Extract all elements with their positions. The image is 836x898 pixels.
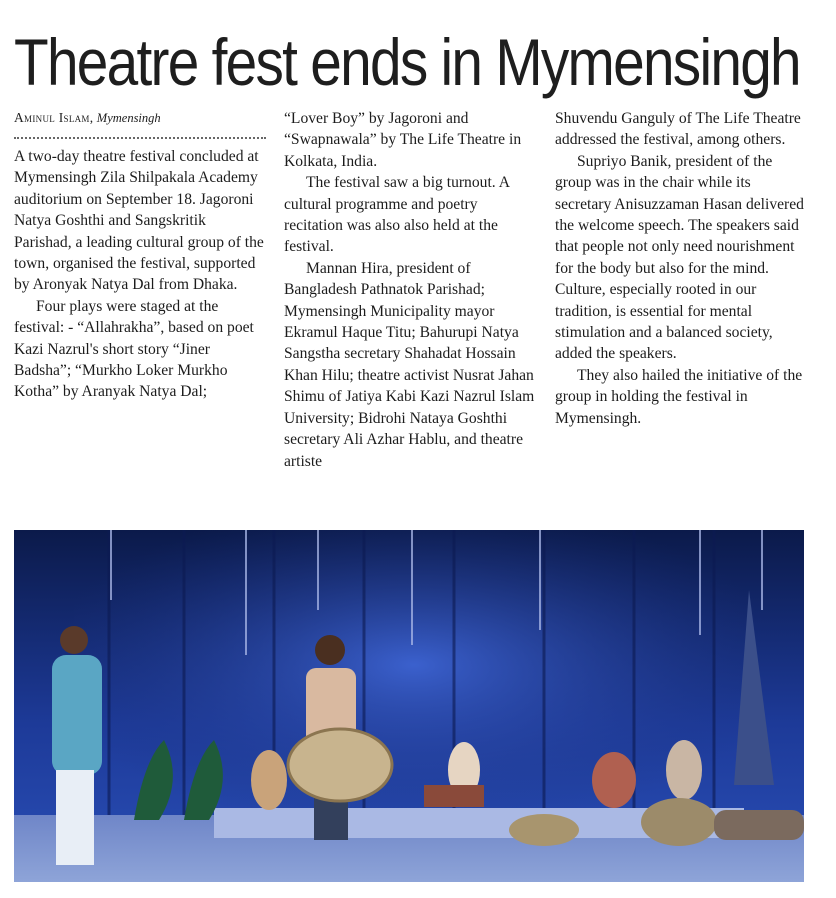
stage-photo — [14, 530, 804, 882]
paragraph: The festival saw a big turnout. A cultural programme and poetry recitation was also also held at the festival. — [284, 174, 510, 256]
article-column-1 — [14, 108, 266, 403]
paragraph: “Lover Boy” by Jagoroni and “Swapnawala” by The Life Theatre in Kolkata, India. — [284, 110, 522, 170]
byline-location: Mymensingh — [96, 111, 161, 125]
headline: Theatre fest ends in Mymensingh — [14, 25, 800, 99]
paragraph: Shuvendu Ganguly of The Life Theatre addressed the festival, among others. — [555, 110, 801, 149]
article-column-2 — [284, 108, 536, 472]
byline — [14, 108, 266, 139]
paragraph: Supriyo Banik, president of the group was in the chair while its secretary Anisuzzaman Hasan delivered the welcome speech. The speakers said that people not only need nourishment for the body but also for the mind. Culture, especially rooted in our tradition, is essential for mental stimulation and a balanced society, added the speakers. — [555, 152, 804, 363]
article-column-3 — [555, 108, 807, 429]
byline-author: Aminul Islam, — [14, 110, 94, 125]
paragraph: Mannan Hira, president of Bangladesh Pathnatok Parishad; Mymensingh Municipality mayor Ekramul Haque Titu; Bahurupi Natya Sangstha secretary Shahadat Hossain Khan Hilu; theatre activist Nusrat Jahan Shimu of Jatiya Kabi Kazi Nazrul Islam University; Bidrohi Nataya Goshthi secretary Ali Azhar Hablu, and theatre artiste — [284, 259, 535, 470]
paragraph: A two-day theatre festival concluded at Mymensingh Zila Shilpakala Academy auditorium on September 18. Jagoroni Natya Goshthi and Sangskritik Parishad, a leading cultural group of the town, organised the festival, supported by Aronyak Natya Dal from Dhaka. — [14, 148, 264, 294]
paragraph: They also hailed the initiative of the group in holding the festival in Mymensingh. — [555, 366, 803, 427]
paragraph: Four plays were staged at the festival: - “Allahrakha”, based on poet Kazi Nazrul's short story “Jiner Badsha”; “Murkho Loker Murkho Kotha” by Aranyak Natya Dal; — [14, 297, 254, 401]
